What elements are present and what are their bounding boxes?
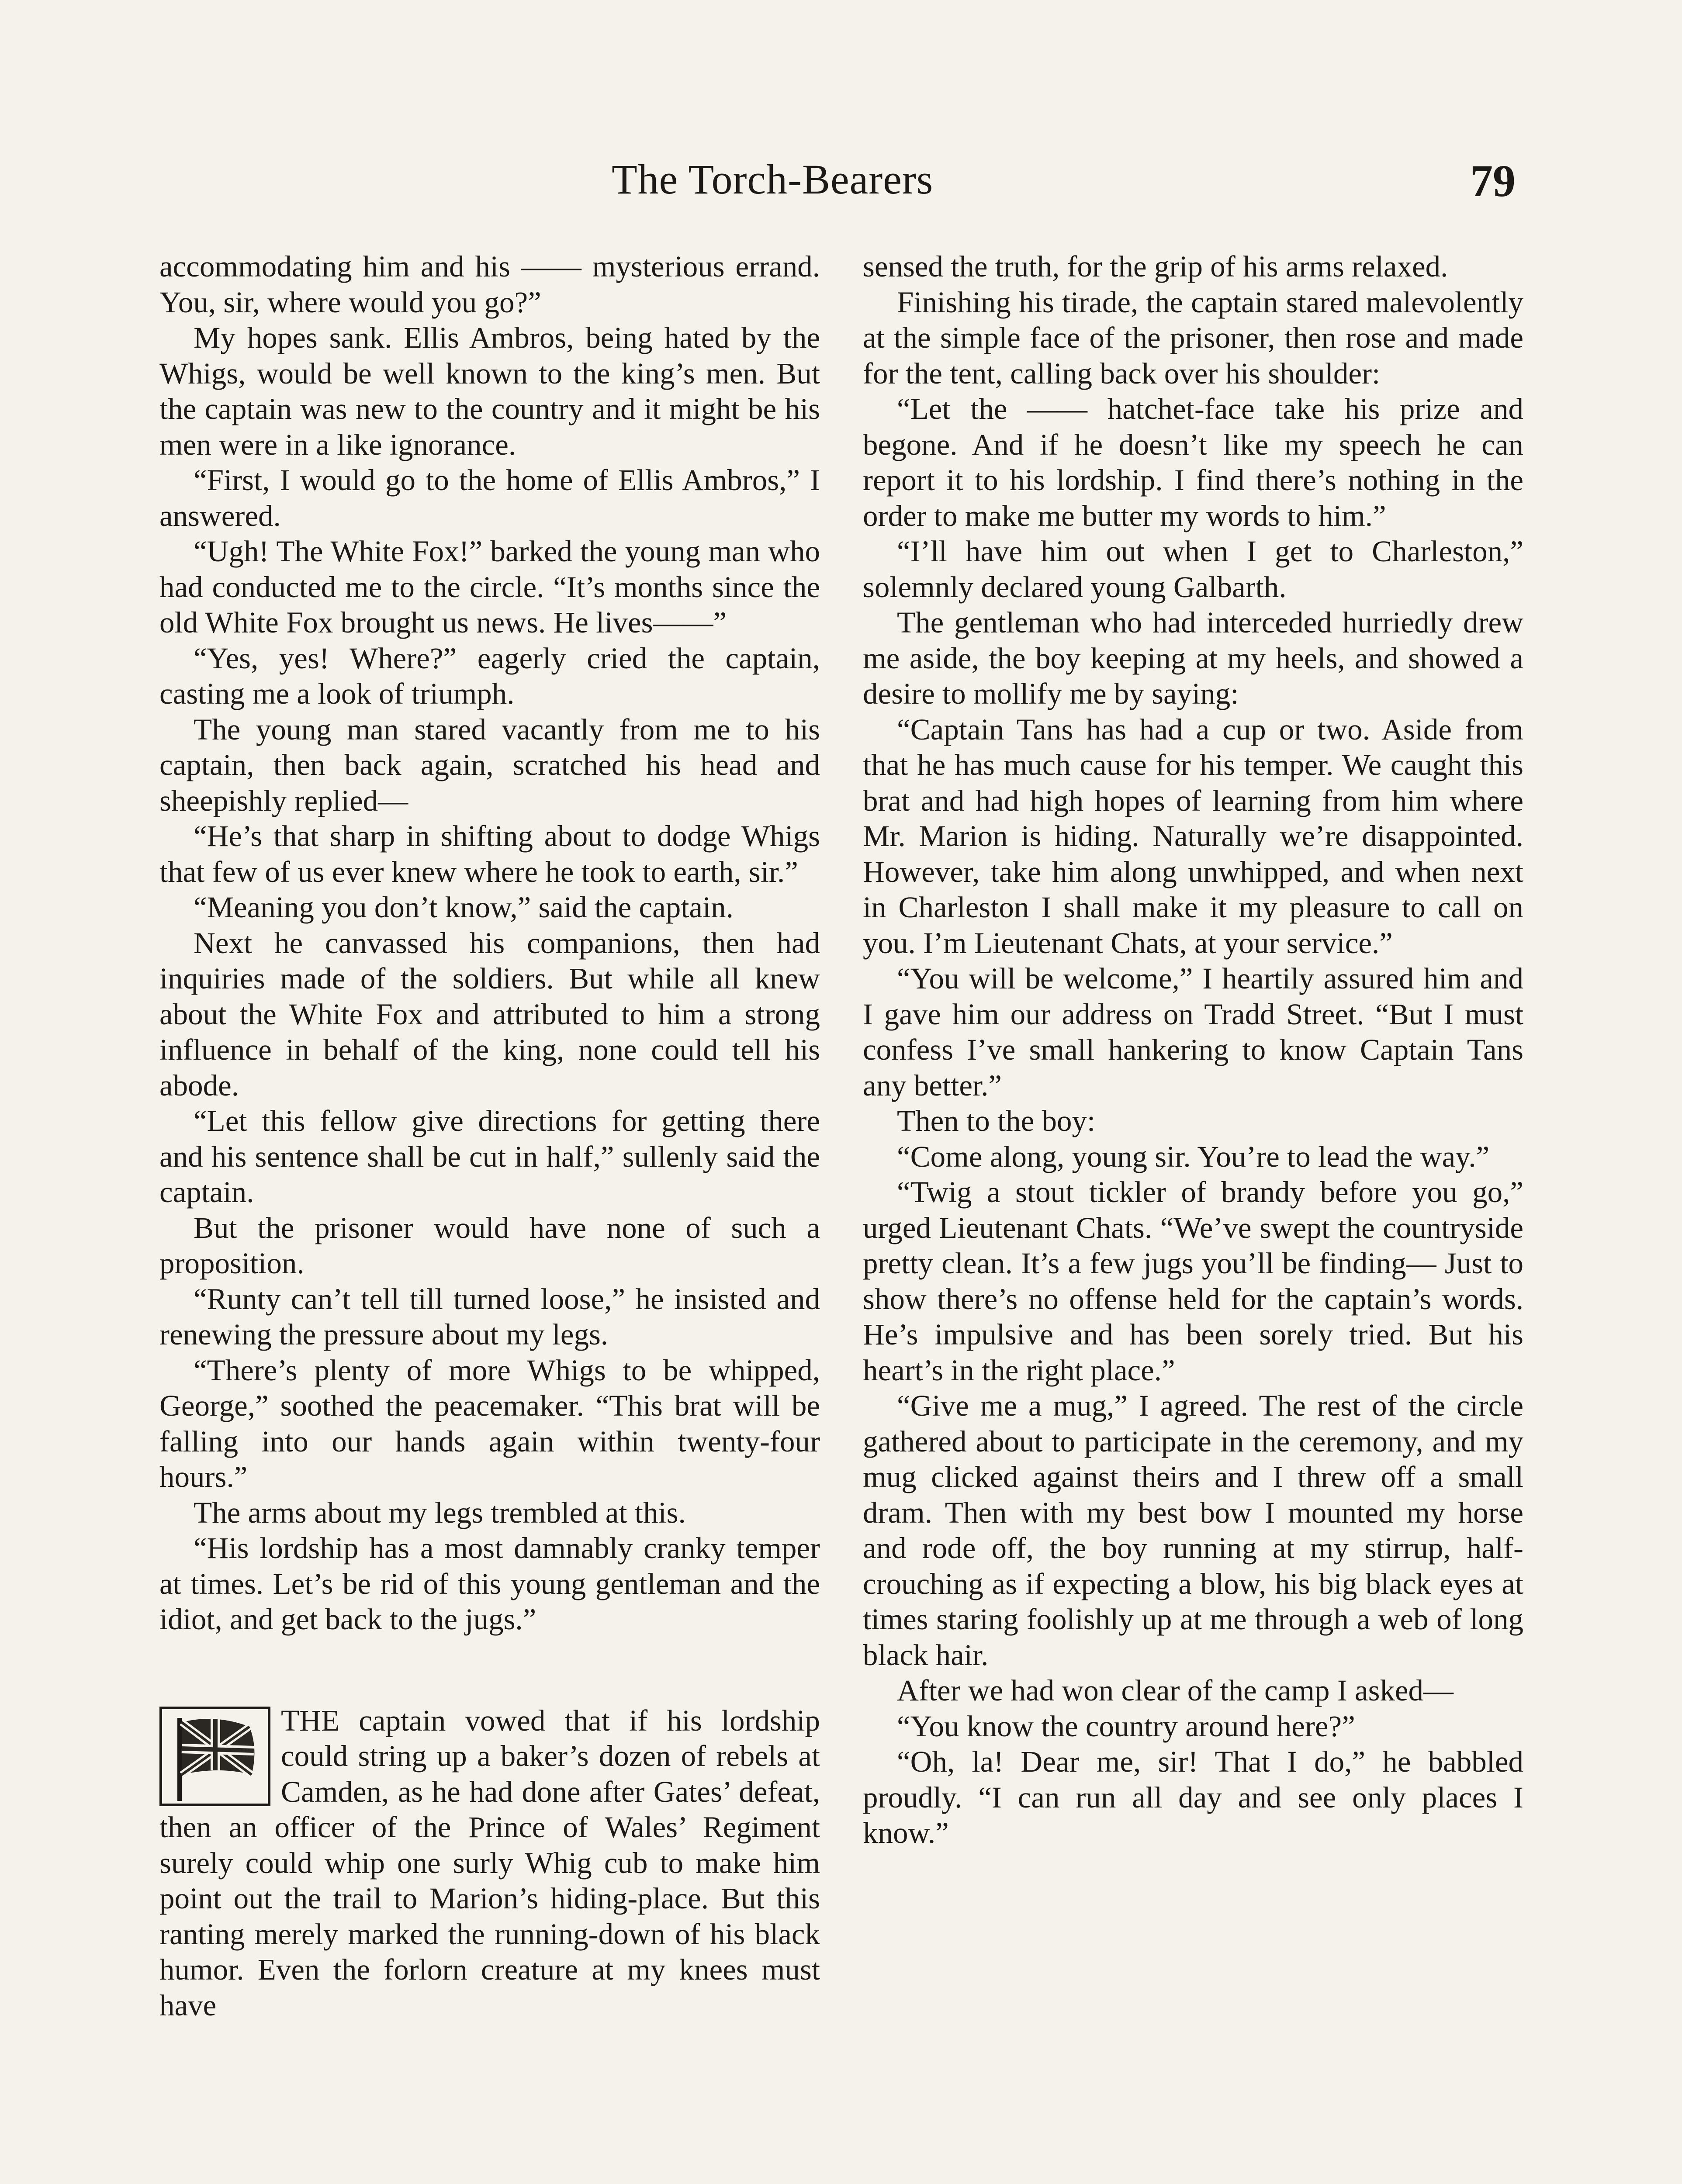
paragraph: “Oh, la! Dear me, sir! That I do,” he babbled proudly. “I can run all day and see only places I know.” <box>863 1745 1523 1849</box>
section-break <box>159 1638 820 1703</box>
paragraph: “I’ll have him out when I get to Charleston,” solemnly declared young Galbarth. <box>863 535 1523 604</box>
paragraph: The gentleman who had interceded hurriedly drew me aside, the boy keeping at my heels, and showed a desire to mollify me by saying: <box>863 606 1523 710</box>
paragraph: After we had won clear of the camp I asked— <box>897 1674 1454 1707</box>
running-head: The Torch-Bearers <box>612 156 934 203</box>
paragraph: Finishing his tirade, the captain stared malevolently at the simple face of the prisoner, then rose and made for the tent, calling back over his shoulder: <box>863 285 1523 390</box>
paragraph: The arms about my legs trembled at this. <box>194 1496 686 1529</box>
paragraph: “Let the —— hatchet-face take his prize and begone. And if he doesn’t like my speech he can report it to his lordship. I find there’s nothing in the order to make me butter my words to him.” <box>863 392 1523 532</box>
paragraph: But the prisoner would have none of such a proposition. <box>159 1211 820 1280</box>
paragraph: “Captain Tans has had a cup or two. Aside from that he has much cause for his temper. We caught this brat and had high hopes of learning from him where Mr. Marion is hiding. Naturally we’re disappointed. However, take him along unwhipped, and when next in Charleston I shall make it my pleasure to call on you. I’m Lieutenant Chats, at your service.” <box>863 712 1523 960</box>
union-flag-icon <box>159 1707 270 1806</box>
paragraph: The young man stared vacantly from me to his captain, then back again, scratched his head and sheepishly replied— <box>159 712 820 817</box>
paragraph: “You will be welcome,” I heartily assured him and I gave him our address on Tradd Street. “But I must confess I’ve small hankering to know Captain Tans any better.” <box>863 962 1523 1102</box>
paragraph: “His lordship has a most damnably cranky temper at times. Let’s be rid of this young gentleman and the idiot, and get back to the jugs.” <box>159 1531 820 1636</box>
paragraph: “Runty can’t tell till turned loose,” he insisted and renewing the pressure about my legs. <box>159 1282 820 1351</box>
paragraph: Then to the boy: <box>897 1104 1096 1137</box>
paragraph: “Let this fellow give directions for getting there and his sentence shall be cut in half,” sullenly said the captain. <box>159 1104 820 1209</box>
paragraph: accommodating him and his —— mysterious errand. You, sir, where would you go?” <box>159 250 820 319</box>
paragraph: “He’s that sharp in shifting about to dodge Whigs that few of us ever knew where he took to earth, sir.” <box>159 819 820 888</box>
paragraph: “Twig a stout tickler of brandy before you go,” urged Lieutenant Chats. “We’ve swept the countryside pretty clean. It’s a few jugs you’ll be finding— Just to show there’s no offense held for the captain’s words. He’s impulsive and has been sorely tried. But his heart’s in the right place.” <box>863 1175 1523 1387</box>
right-column <box>863 249 1523 1851</box>
paragraph: “Ugh! The White Fox!” barked the young man who had conducted me to the circle. “It’s months since the old White Fox brought us news. He lives——” <box>159 535 820 639</box>
paragraph: Next he canvassed his companions, then had inquiries made of the soldiers. But while all knew about the White Fox and attributed to him a strong influence in behalf of the king, none could tell his abode. <box>159 926 820 1102</box>
paragraph: “First, I would go to the home of Ellis Ambros,” I answered. <box>159 463 820 532</box>
paragraph: “Give me a mug,” I agreed. The rest of the circle gathered about to participate in the ceremony, and my mug clicked against theirs and I threw off a small dram. Then with my best bow I mounted my horse and rode off, the boy running at my stirrup, half-crouching as if expecting a blow, his big black eyes at times staring foolishly up at me through a web of long black hair. <box>863 1389 1523 1672</box>
paragraph: “Come along, young sir. You’re to lead the way.” <box>897 1140 1490 1173</box>
section-opening <box>159 1703 820 2024</box>
paragraph: My hopes sank. Ellis Ambros, being hated by the Whigs, would be well known to the king’s men. But the captain was new to the country and it might be his men were in a like ignorance. <box>159 321 820 461</box>
left-column <box>159 249 820 2023</box>
paragraph: “Yes, yes! Where?” eagerly cried the captain, casting me a look of triumph. <box>159 641 820 710</box>
paragraph: “You know the country around here?” <box>897 1709 1355 1743</box>
section-paragraph: THE captain vowed that if his lordship could string up a baker’s dozen of rebels at Camden, as he had done after Gates’ defeat, then an officer of the Prince of Wales’ Regiment surely could whip one surly Whig cub to make him point out the trail to Marion’s hiding-place. But this ranting merely marked the running-down of his black humor. Even the forlorn creature at my knees must have <box>159 1704 820 2022</box>
page-number: 79 <box>1470 156 1516 206</box>
paragraph: “There’s plenty of more Whigs to be whipped, George,” soothed the peacemaker. “This brat will be falling into our hands again within twenty-four hours.” <box>159 1353 820 1493</box>
paragraph: sensed the truth, for the grip of his arms relaxed. <box>863 250 1448 283</box>
paragraph: “Meaning you don’t know,” said the captain. <box>194 891 734 924</box>
